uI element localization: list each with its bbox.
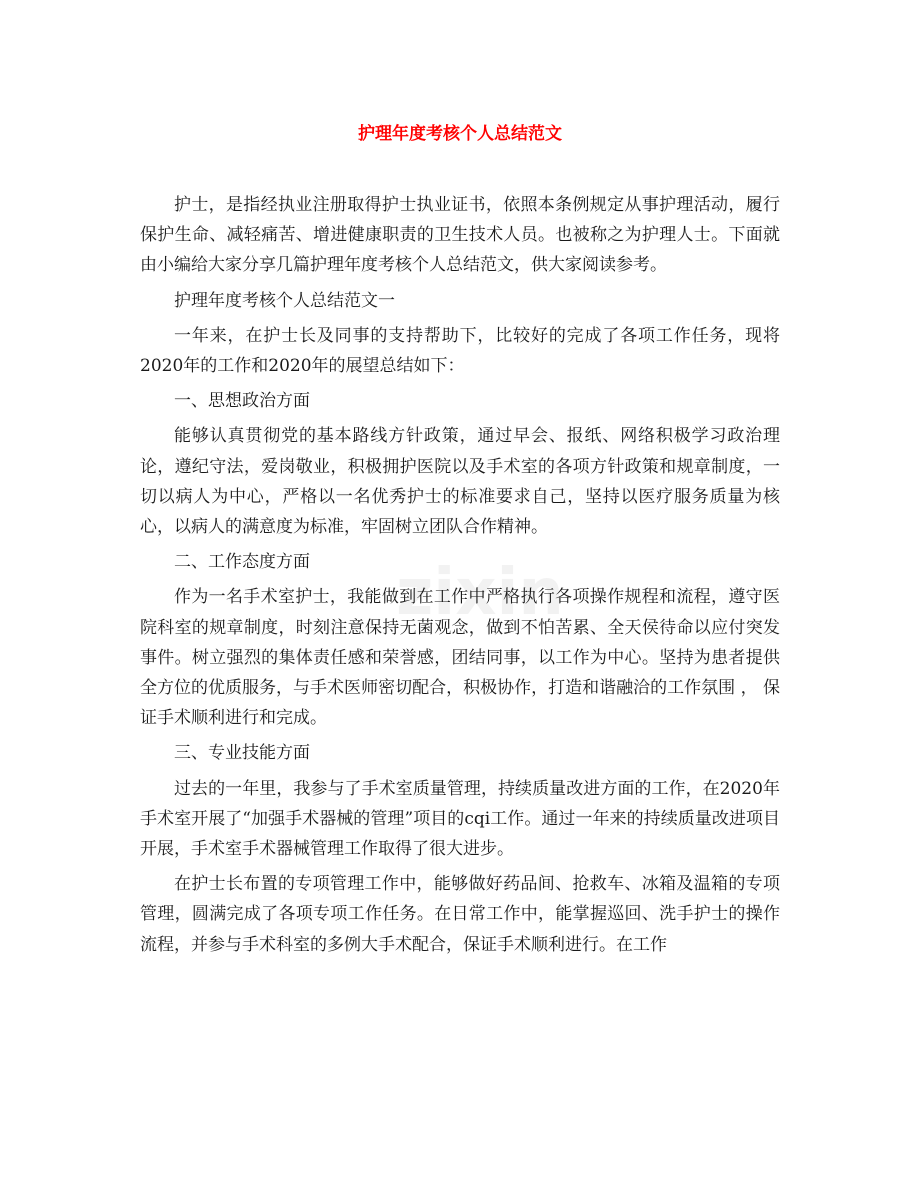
paragraph-political: 能够认真贯彻党的基本路线方针政策，通过早会、报纸、网络积极学习政治理论，遵纪守法，爱岗敬业，积极拥护医院以及手术室的各项方针政策和规章制度，一切以病人为中心，严格以一名优秀护士的标准要求自己，坚持以医疗服务质量为核心，以病人的满意度为标准，牢固树立团队合作精神。	[140, 426, 780, 538]
paragraph-attitude: 作为一名手术室护士，我能做到在工作中严格执行各项操作规程和流程，遵守医院科室的规章制度，时刻注意保持无菌观念，做到不怕苦累、全天侯待命以应付突发事件。树立强烈的集体责任感和荣誉感，团结同事，以工作为中心。坚持为患者提供全方位的优质服务，与手术医师密切配合，积极协作，打造和谐融洽的工作氛围 ， 保证手术顺利进行和完成。	[140, 587, 780, 729]
svg-text:zixin: zixin	[396, 556, 564, 630]
paragraph-skills: 过去的一年里，我参与了手术室质量管理，持续质量改进方面的工作，在2020年手术室开展了“加强手术器械的管理”项目的cqi工作。通过一年来的持续质量改进项目开展，手术室手术器械管理工作取得了很大进步。	[140, 778, 780, 860]
section-heading-skills: 三、专业技能方面	[174, 743, 310, 764]
document-title: 护理年度考核个人总结范文	[358, 124, 562, 144]
paragraph-intro: 护士，是指经执业注册取得护士执业证书，依照本条例规定从事护理活动，履行保护生命、减轻痛苦、增进健康职责的卫生技术人员。也被称之为护理人士。下面就由小编给大家分享几篇护理年度考核个人总结范文，供大家阅读参考。	[140, 195, 780, 276]
paragraph-opening: 一年来，在护士长及同事的支持帮助下，比较好的完成了各项工作任务，现将2020年的工作和2020年的展望总结如下：	[140, 325, 780, 377]
section-heading-political: 一、思想政治方面	[174, 391, 310, 412]
paragraph-subtitle: 护理年度考核个人总结范文一	[174, 290, 395, 311]
document-body	[140, 190, 780, 965]
section-heading-attitude: 二、工作态度方面	[174, 552, 310, 573]
paragraph-special-management: 在护士长布置的专项管理工作中，能够做好药品间、抢救车、冰箱及温箱的专项管理，圆满完成了各项专项工作任务。在日常工作中，能掌握巡回、洗手护士的操作流程，并参与手术科室的多例大手术配合，保证手术顺利进行。在工作	[140, 874, 780, 955]
